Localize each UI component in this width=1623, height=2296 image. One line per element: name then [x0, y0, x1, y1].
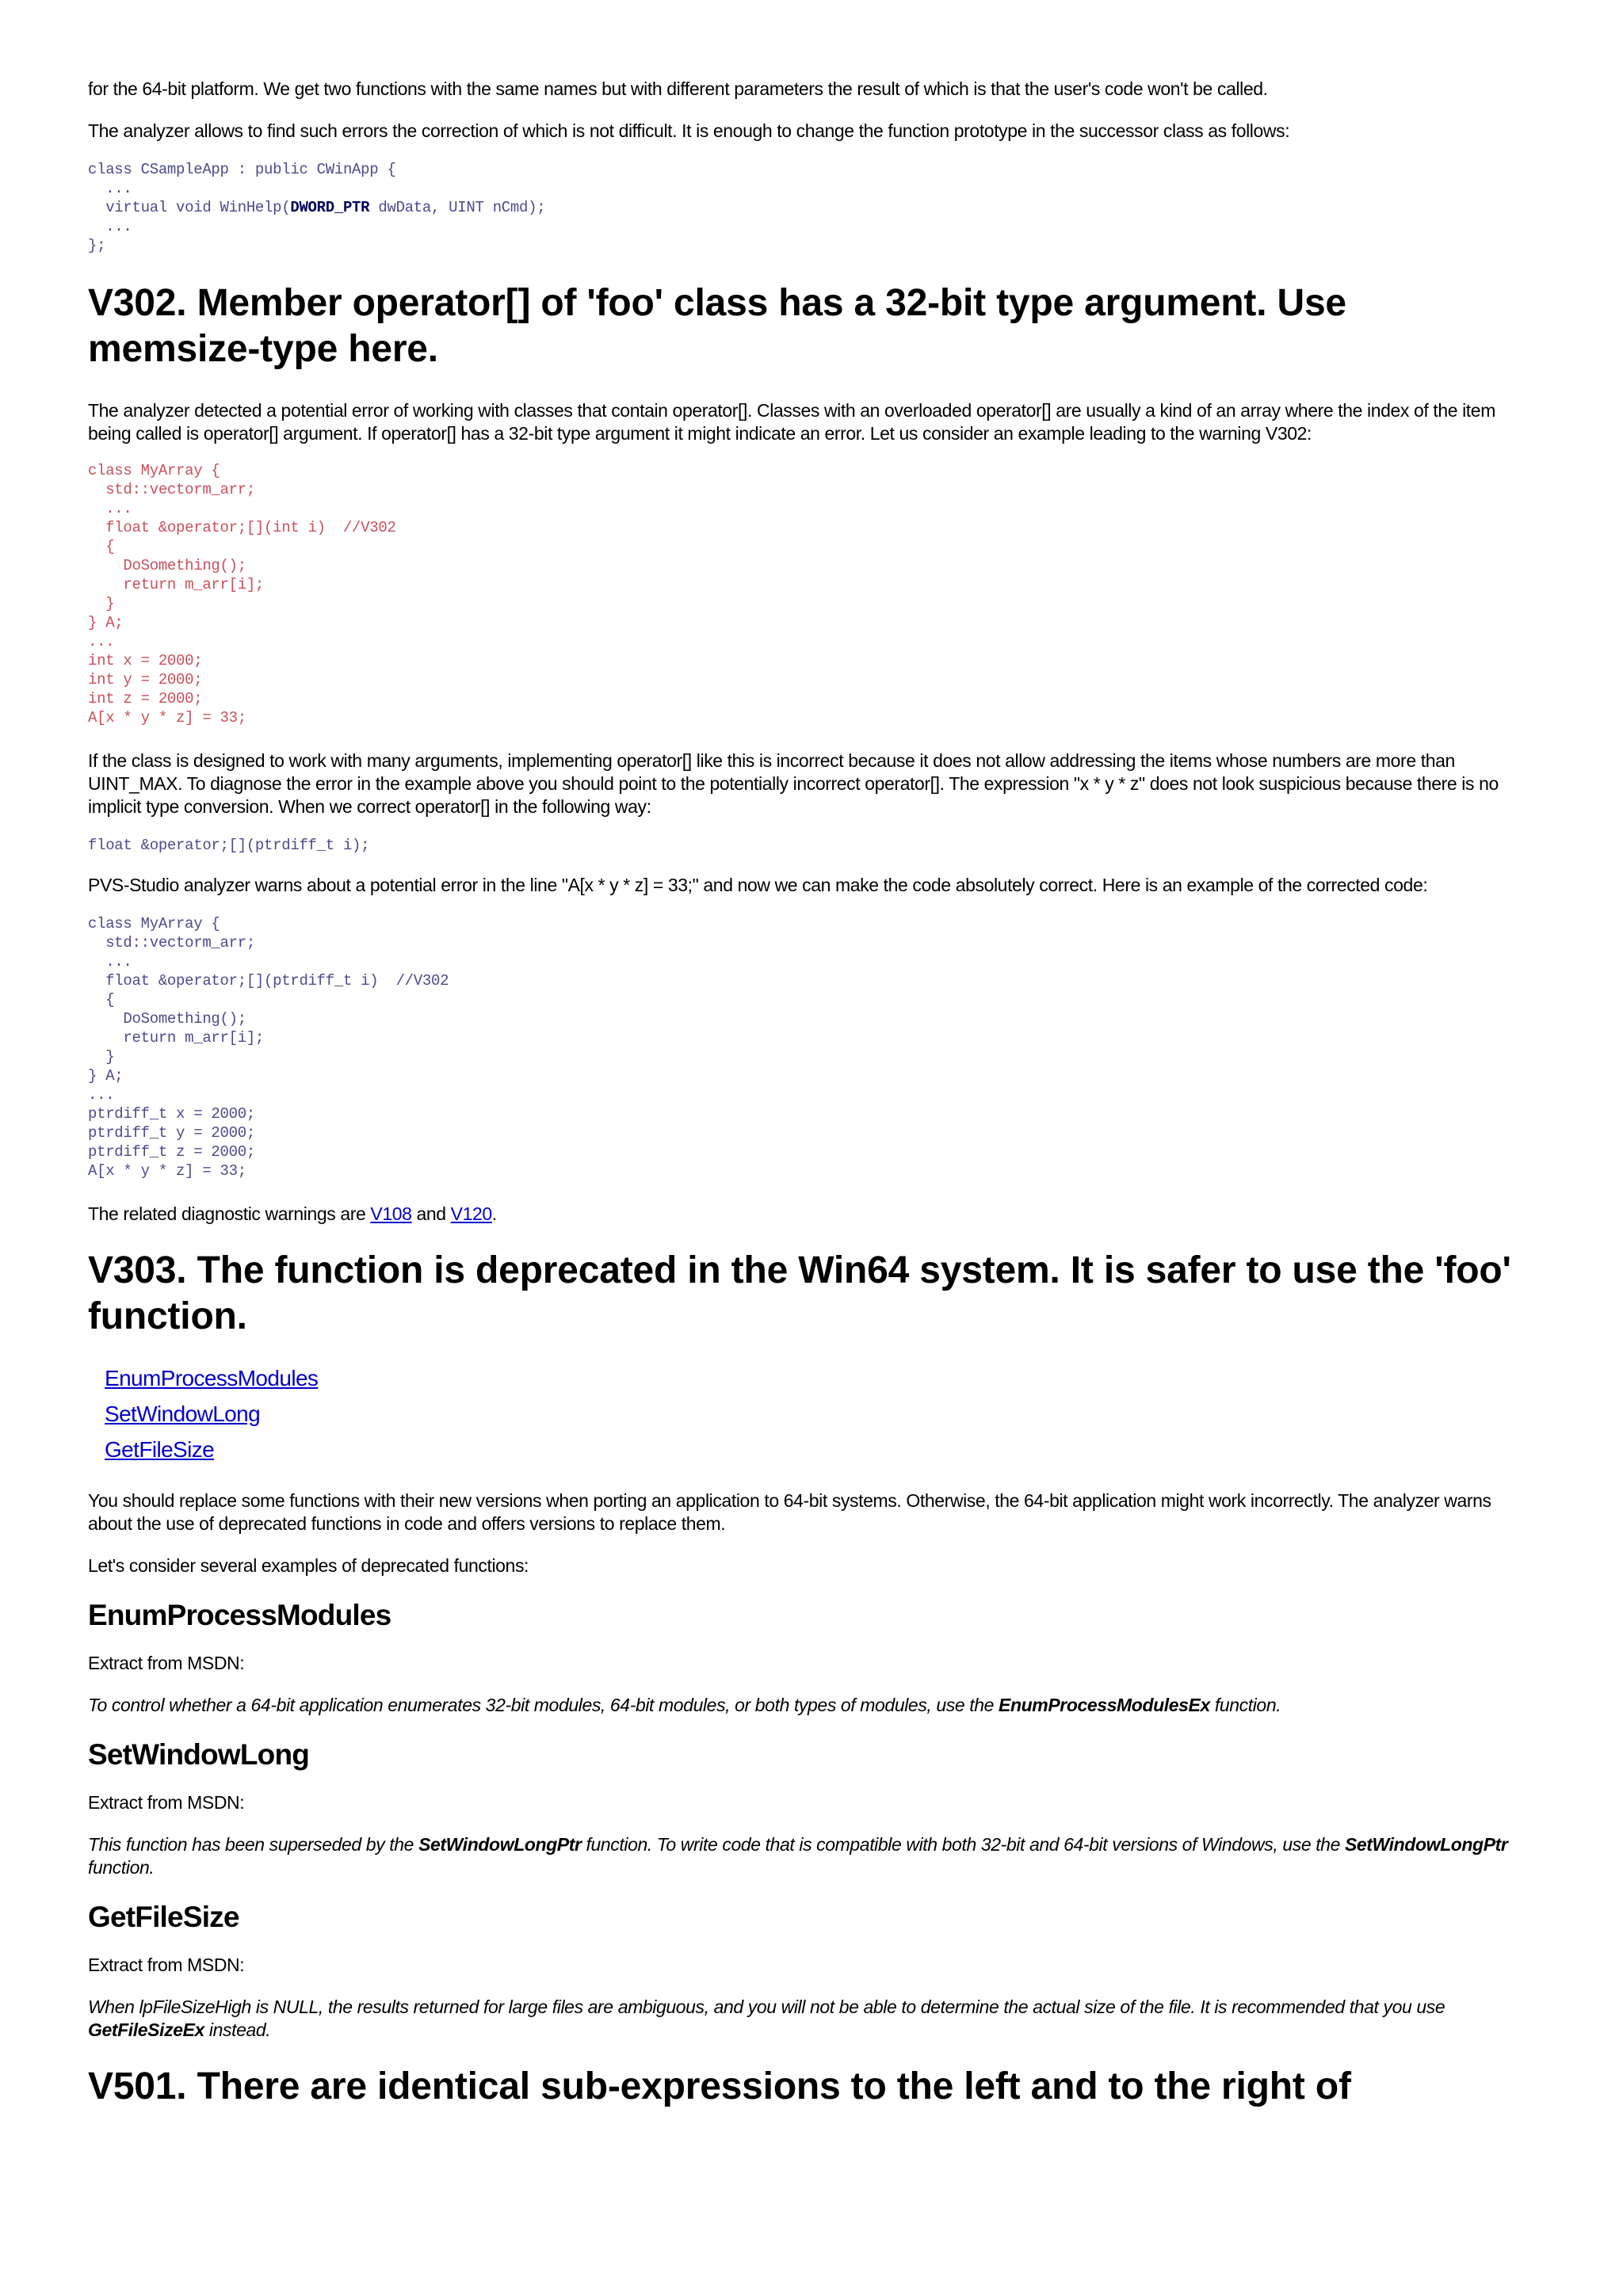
code-fragment: dwData, UINT nCmd);	[369, 199, 546, 216]
quote-text: When lpFileSizeHigh is NULL, the results returned for large files are ambiguous, and you will not be able to determine the actual size of the file. It is recommended that you use	[88, 1997, 1445, 2017]
subheading-setwindowlong: SetWindowLong	[88, 1738, 310, 1771]
quote-bold-function: GetFileSizeEx	[88, 2019, 204, 2040]
msdn-quote-getfilesize	[88, 1996, 1514, 2042]
code-line	[88, 198, 1514, 217]
code-line: ...	[88, 180, 132, 197]
msdn-extract-label: Extract from MSDN:	[88, 1792, 245, 1813]
v303-paragraph-2: Let's consider several examples of deprecated functions:	[88, 1555, 529, 1576]
link-v108[interactable]: V108	[370, 1203, 412, 1224]
toc-link-enumprocessmodules[interactable]: EnumProcessModules	[105, 1366, 319, 1390]
quote-text: To control whether a 64-bit application enumerates 32-bit modules, 64-bit modules, or both types of modules, use the	[88, 1695, 999, 1715]
subheading-enumprocessmodules: EnumProcessModules	[88, 1599, 391, 1631]
subheading-getfilesize: GetFileSize	[88, 1901, 239, 1933]
v302-paragraph-3: PVS-Studio analyzer warns about a potential error in the line "A[x * y * z] = 33;" and now we can make the code absolutely correct. Here is an example of the corrected code:	[88, 875, 1428, 895]
msdn-extract-label: Extract from MSDN:	[88, 1653, 245, 1673]
msdn-quote-setwindowlong	[88, 1833, 1514, 1879]
msdn-extract-label: Extract from MSDN:	[88, 1955, 245, 1975]
related-and: and	[411, 1203, 451, 1224]
v303-paragraph-1: You should replace some functions with their new versions when porting an application to 64-bit systems. Otherwise, the 64-bit application might work incorrectly. The analyzer warns about the use of deprecated functions in code and offers versions to replace them.	[88, 1490, 1491, 1534]
toc-item	[88, 1432, 1514, 1467]
heading-v501: V501. There are identical sub-expressions to the left and to the right of	[88, 2065, 1351, 2107]
quote-text: function.	[1209, 1695, 1281, 1715]
link-v120[interactable]: V120	[450, 1203, 492, 1224]
code-block-myarray-ptrdiff: class MyArray { std::vectorm_arr; ... float &operator;[](ptrdiff_t i) //V302 { DoSomething(); return m_arr[i]; } } A; ... ptrdiff_t x = 2000; ptrdiff_t y = 2000; ptrdiff_t z = 2000; A[x * y * z] = 33;	[88, 915, 449, 1180]
quote-text: This function has been superseded by the	[88, 1834, 419, 1855]
code-line: };	[88, 237, 106, 254]
code-block-myarray-int: class MyArray { std::vectorm_arr; ... float &operator;[](int i) //V302 { DoSomething(); return m_arr[i]; } } A; ... int x = 2000; int y = 2000; int z = 2000; A[x * y * z] = 33;	[88, 462, 396, 727]
code-block-operator-ptrdiff: float &operator;[](ptrdiff_t i);	[88, 837, 370, 854]
toc-item	[88, 1396, 1514, 1432]
toc-link-getfilesize[interactable]: GetFileSize	[105, 1437, 215, 1462]
v303-toc	[88, 1360, 1514, 1467]
code-line: class CSampleApp : public CWinApp {	[88, 161, 396, 178]
v302-paragraph-1: The analyzer detected a potential error of working with classes that contain operator[]. Classes with an overloaded operator[] are usually a kind of an array where the index of the item being called is operator[] argument. If operator[] has a 32-bit type argument it might indicate an error. Let us consider an example leading to the warning V302:	[88, 400, 1495, 444]
heading-v303: V303. The function is deprecated in the Win64 system. It is safer to use the 'foo' function.	[88, 1249, 1511, 1337]
toc-link-setwindowlong[interactable]: SetWindowLong	[105, 1402, 261, 1426]
msdn-quote-enumprocessmodules	[88, 1694, 1514, 1717]
quote-text: function.	[88, 1857, 155, 1878]
quote-bold-function: SetWindowLongPtr	[418, 1834, 582, 1855]
v302-paragraph-2: If the class is designed to work with many arguments, implementing operator[] like this is incorrect because it does not allow addressing the items whose numbers are more than UINT_MAX. To diagnose the error in the example above you should point to the potentially incorrect operator[]. The expression "x * y * z" does not look suspicious because there is no implicit type conversion. When we correct operator[] in the following way:	[88, 750, 1499, 817]
intro-paragraph-1: for the 64-bit platform. We get two functions with the same names but with different parameters the result of which is that the user's code won't be called.	[88, 78, 1268, 99]
heading-v302: V302. Member operator[] of 'foo' class has a 32-bit type argument. Use memsize-type here.	[88, 282, 1346, 370]
v302-related-warnings	[88, 1203, 1514, 1226]
code-block-csampleapp	[88, 160, 1514, 255]
related-period: .	[491, 1203, 497, 1224]
related-label: The related diagnostic warnings are	[88, 1203, 371, 1224]
quote-text: instead.	[204, 2019, 271, 2040]
quote-bold-function: SetWindowLongPtr	[1344, 1834, 1508, 1855]
code-keyword-dword-ptr: DWORD_PTR	[290, 199, 370, 216]
quote-bold-function: EnumProcessModulesEx	[999, 1695, 1210, 1715]
code-line: ...	[88, 218, 132, 235]
toc-item	[88, 1360, 1514, 1396]
intro-paragraph-2: The analyzer allows to find such errors the correction of which is not difficult. It is enough to change the function prototype in the successor class as follows:	[88, 120, 1290, 141]
quote-text: function. To write code that is compatible with both 32-bit and 64-bit versions of Windows, use the	[581, 1834, 1345, 1855]
code-fragment: virtual void WinHelp(	[88, 199, 291, 216]
